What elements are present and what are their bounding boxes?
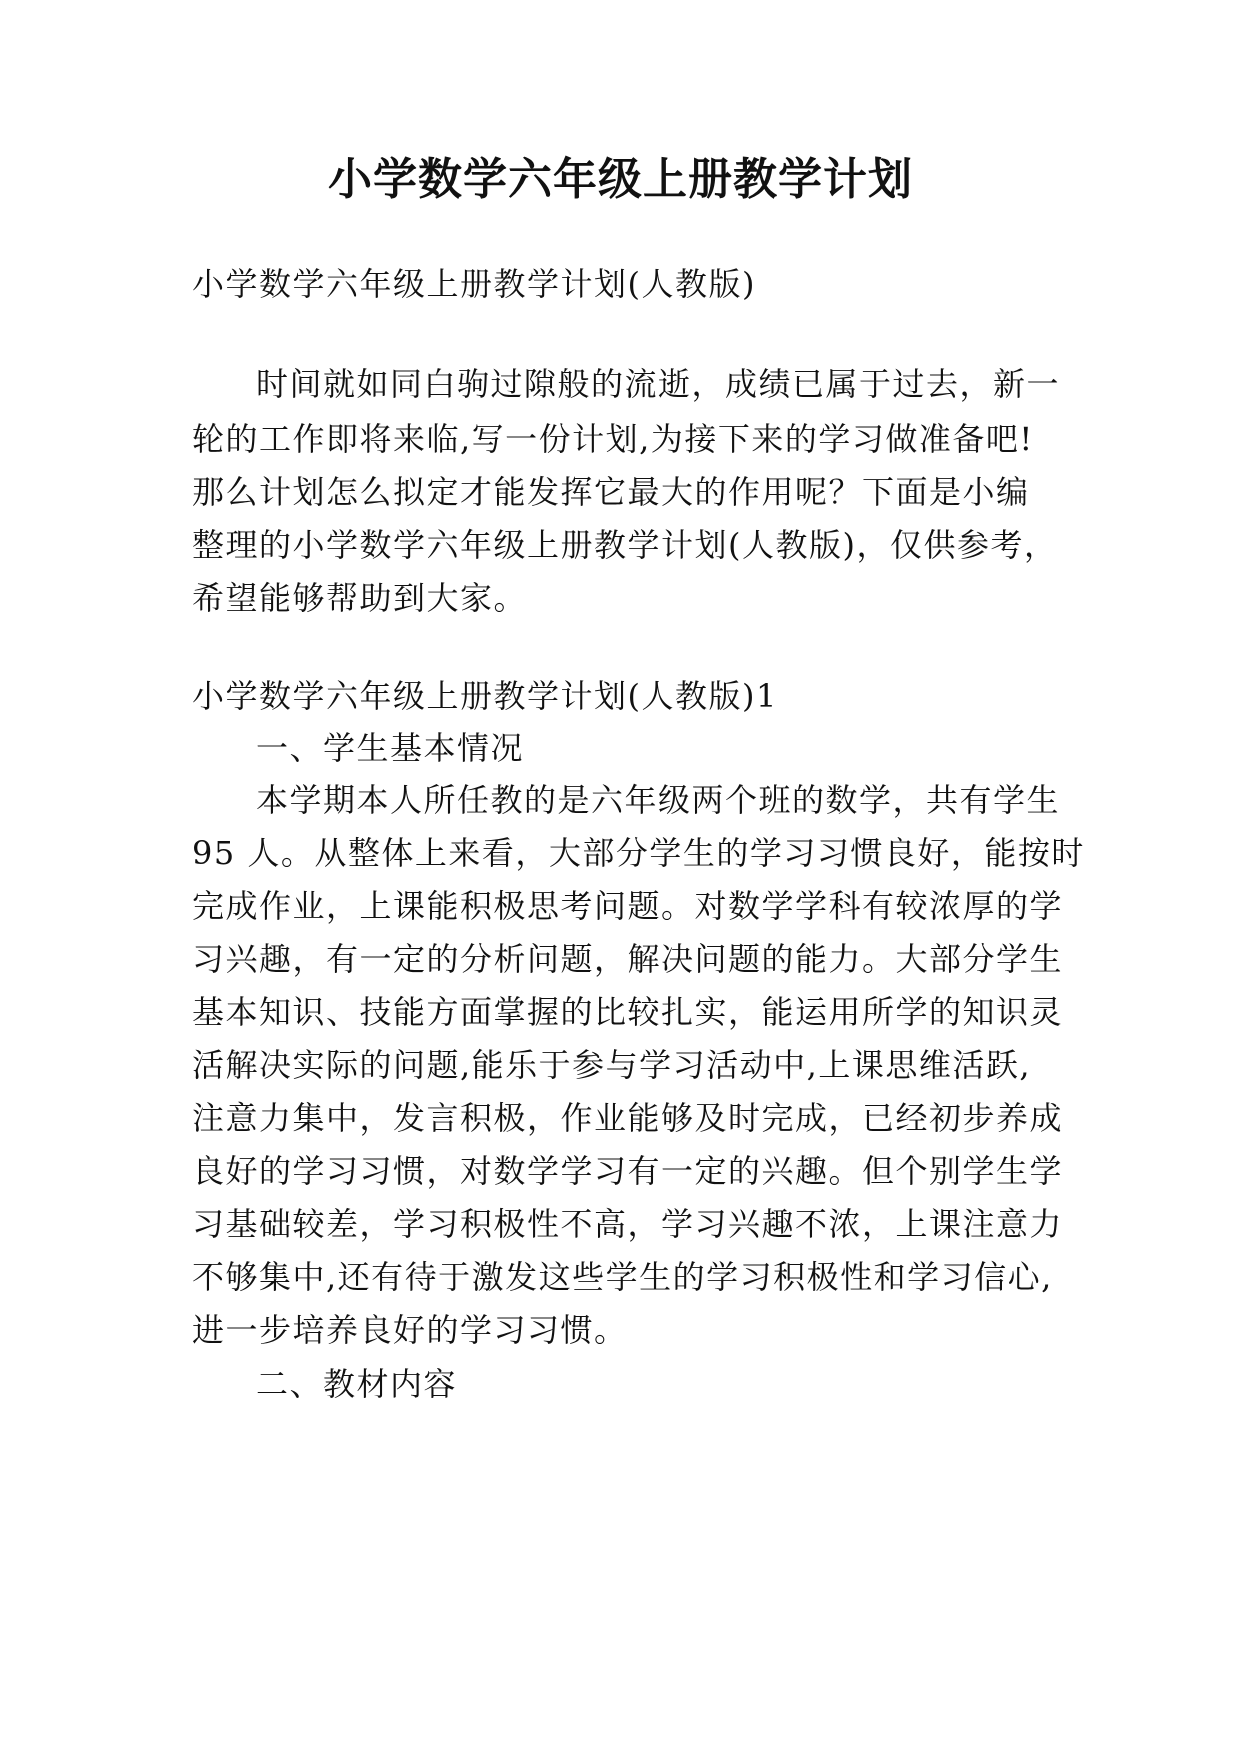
body-line: 95 人。从整体上来看，大部分学生的学习习惯良好，能按时 <box>192 834 1085 872</box>
document-title: 小学数学六年级上册教学计划 <box>328 154 913 205</box>
body-line: 本学期本人所任教的是六年级两个班的数学，共有学生 <box>256 781 1061 819</box>
body-line: 习兴趣，有一定的分析问题，解决问题的能力。大部分学生 <box>192 940 1064 978</box>
body-line: 注意力集中，发言积极，作业能够及时完成，已经初步养成 <box>192 1099 1064 1137</box>
section-heading-students: 一、学生基本情况 <box>256 729 525 767</box>
intro-line: 那么计划怎么拟定才能发挥它最大的作用呢？下面是小编 <box>192 473 1030 511</box>
body-line: 完成作业，上课能积极思考问题。对数学学科有较浓厚的学 <box>192 887 1064 925</box>
section-title: 小学数学六年级上册教学计划(人教版)1 <box>192 677 778 715</box>
body-line: 习基础较差，学习积极性不高，学习兴趣不浓，上课注意力 <box>192 1205 1064 1243</box>
body-line: 基本知识、技能方面掌握的比较扎实，能运用所学的知识灵 <box>192 993 1064 1031</box>
intro-line: 希望能够帮助到大家。 <box>192 579 528 617</box>
body-line: 进一步培养良好的学习习惯。 <box>192 1311 628 1349</box>
section-heading-materials: 二、教材内容 <box>256 1365 458 1403</box>
body-line: 活解决实际的问题,能乐于参与学习活动中,上课思维活跃, <box>192 1046 1032 1084</box>
intro-line: 轮的工作即将来临,写一份计划,为接下来的学习做准备吧! <box>192 420 1034 458</box>
body-line: 不够集中,还有待于激发这些学生的学习积极性和学习信心, <box>192 1258 1053 1296</box>
document-subtitle: 小学数学六年级上册教学计划(人教版) <box>192 265 756 303</box>
intro-line: 时间就如同白驹过隙般的流逝，成绩已属于过去，新一 <box>256 365 1061 403</box>
body-line: 良好的学习习惯，对数学学习有一定的兴趣。但个别学生学 <box>192 1152 1064 1190</box>
intro-line: 整理的小学数学六年级上册教学计划(人教版)，仅供参考， <box>192 526 1058 564</box>
